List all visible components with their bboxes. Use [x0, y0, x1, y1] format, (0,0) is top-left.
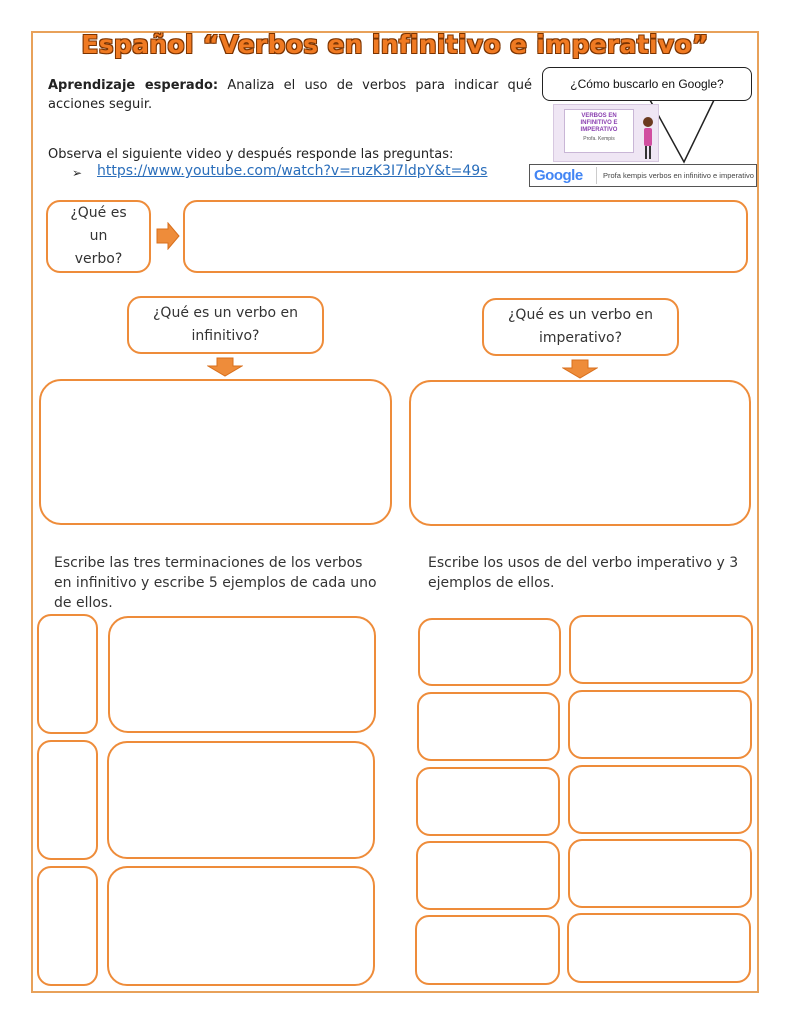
question-infinitivo-box	[127, 296, 324, 354]
google-callout: ¿Cómo buscarlo en Google?	[542, 67, 752, 101]
worksheet-title: Español “Verbos en infinitivo e imperativo”	[81, 30, 709, 59]
instruction-infinitivo: Escribe las tres terminaciones de los verbos en infinitivo y escribe 5 ejemplos de cada uno de ellos.	[54, 555, 377, 611]
ending-box-1[interactable]	[37, 614, 98, 734]
learning-objective-label: Aprendizaje esperado:	[48, 78, 219, 93]
use-box-5[interactable]	[415, 915, 560, 985]
learning-objective-text: Analiza el uso de verbos para indicar qué acciones seguir.	[48, 78, 533, 112]
instruction-imperativo: Escribe los usos de del verbo imperativo y 3 ejemplos de ellos.	[428, 555, 739, 591]
use-box-3[interactable]	[416, 767, 560, 836]
question-imperativo: ¿Qué es un verbo en imperativo?	[508, 307, 653, 346]
thumbnail-author: Profa. Kempis	[583, 136, 615, 142]
imperative-example-box-4[interactable]	[568, 839, 752, 908]
google-search-query: Profa kempis verbos en infinitivo e imperativo	[596, 167, 754, 184]
google-search-bar[interactable]	[529, 164, 757, 187]
question-verbo-box	[46, 200, 151, 273]
question-imperativo-box	[482, 298, 679, 356]
examples-box-2[interactable]	[107, 741, 375, 859]
google-logo: Google	[534, 167, 583, 184]
use-box-1[interactable]	[418, 618, 561, 686]
answer-verbo-box[interactable]	[183, 200, 748, 273]
learning-objective	[48, 76, 532, 114]
question-verbo: ¿Qué es un verbo?	[70, 205, 127, 267]
bullet-arrow-icon: ➢	[72, 166, 83, 180]
teacher-figure-icon	[640, 115, 656, 161]
question-infinitivo: ¿Qué es un verbo en infinitivo?	[153, 305, 298, 344]
imperative-example-box-2[interactable]	[568, 690, 752, 759]
video-thumbnail[interactable]	[553, 104, 659, 162]
thumbnail-card	[564, 109, 634, 153]
examples-box-3[interactable]	[107, 866, 375, 986]
ending-box-3[interactable]	[37, 866, 98, 986]
examples-box-1[interactable]	[108, 616, 376, 733]
use-box-2[interactable]	[417, 692, 560, 761]
use-box-4[interactable]	[416, 841, 560, 910]
imperative-example-box-5[interactable]	[567, 913, 751, 983]
answer-imperativo-box[interactable]	[409, 380, 751, 526]
google-logo-icon	[534, 167, 583, 184]
instruction-observe: Observa el siguiente video y después responde las preguntas:	[48, 147, 454, 162]
imperative-example-box-1[interactable]	[569, 615, 753, 684]
arrow-down-icon	[207, 357, 243, 377]
ending-box-2[interactable]	[37, 740, 98, 860]
video-link[interactable]: https://www.youtube.com/watch?v=ruzK3I7ldpY&t=49s	[97, 163, 488, 179]
thumbnail-title: VERBOS EN INFINITIVO E IMPERATIVO	[580, 113, 618, 133]
arrow-right-icon	[156, 222, 180, 250]
arrow-down-icon	[562, 359, 598, 379]
answer-infinitivo-box[interactable]	[39, 379, 392, 525]
imperative-example-box-3[interactable]	[568, 765, 752, 834]
